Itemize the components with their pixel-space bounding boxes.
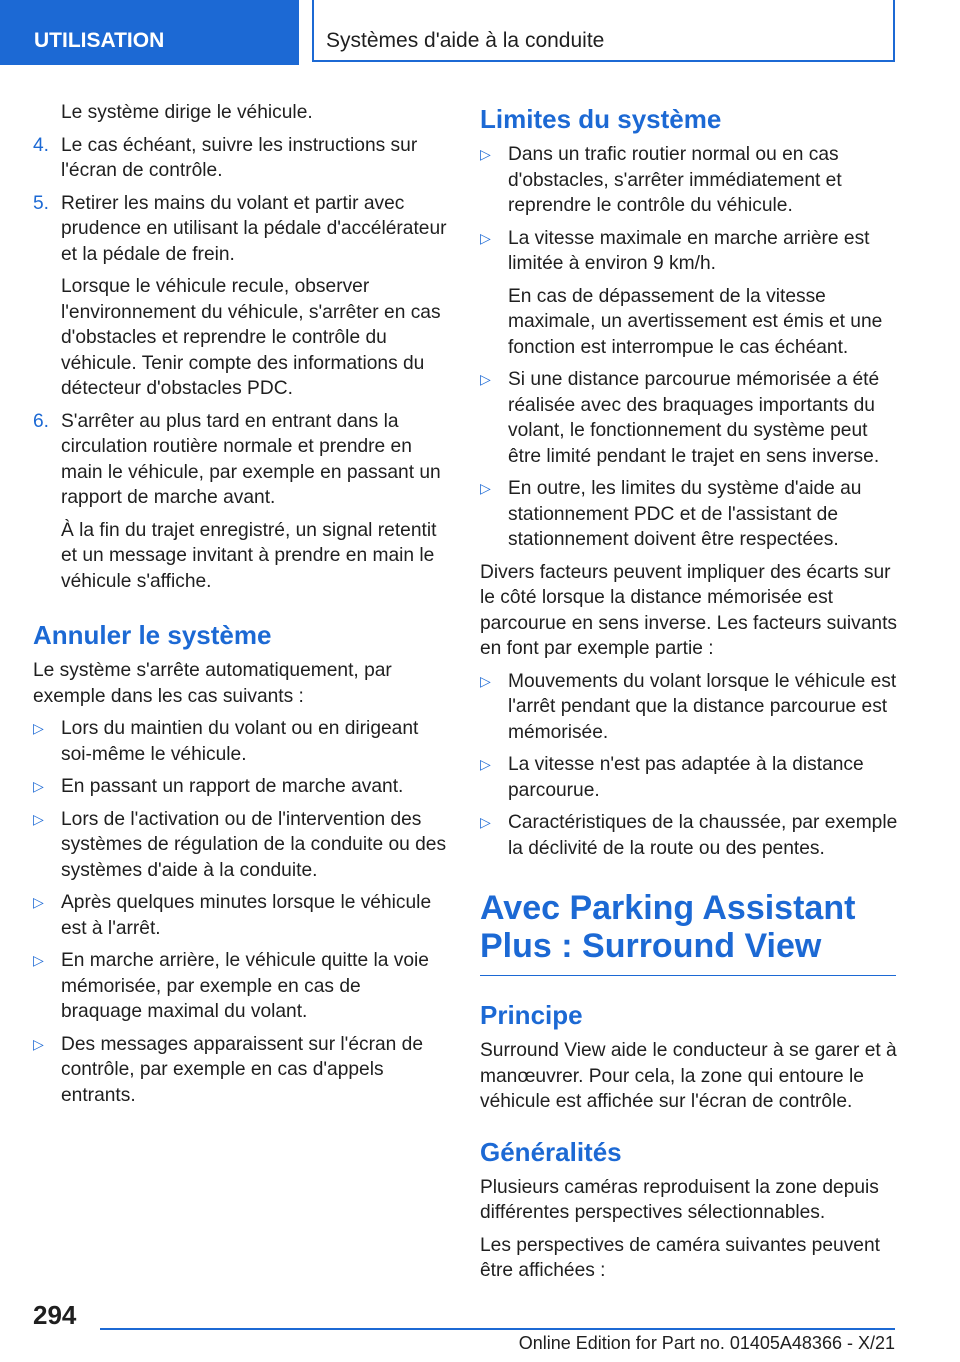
list-item-text: En cas de dépassement de la vitesse maximale, un avertissement est émis et une fonction est interrompue le cas échéant. [508,285,883,358]
step-number: 6. [33,410,50,432]
main-title-surround-view: Avec Parking Assistant Plus : Surround View [480,889,896,976]
triangle-bullet-icon: ▷ [33,778,44,794]
triangle-bullet-icon: ▷ [480,480,491,496]
general-text: Plusieurs caméras reproduisent la zone depuis différentes perspectives sélectionnables. [480,1176,879,1223]
principle-text: Surround View aide le conducteur à se garer et à manœuvrer. Pour cela, la zone qui entoure le véhicule est affichée sur l'écran de contrôle. [480,1040,897,1112]
section-title-general: Généralités [480,1136,622,1167]
header-section-label: UTILISATION [34,29,165,52]
step-text: Retirer les mains du volant et partir avec prudence en utilisant la pédale d'accélérateur et la pédale de frein. [61,192,447,265]
section-title-principle: Principe [480,1000,583,1030]
triangle-bullet-icon: ▷ [33,1035,44,1052]
list-item-text: Dans un trafic routier normal ou en cas d'obstacles, s'arrêter immédiatement et reprendre le contrôle du véhicule. [508,144,842,216]
general-text: Les perspectives de caméra suivantes peuvent être affichées : [480,1234,880,1281]
step-intro: Le système dirige le véhicule. [61,102,313,123]
step-item [33,191,447,402]
triangle-bullet-icon: ▷ [33,810,44,827]
left-column [33,100,447,1115]
step-number: 4. [33,134,50,156]
factors-intro: Divers facteurs peuvent impliquer des écarts sur le côté lorsque la distance mémorisée est parcourue en sens inverse. Les facteurs suivants en font par exemple partie : [480,561,898,659]
list-item [480,476,898,553]
triangle-bullet-icon: ▷ [480,229,491,246]
triangle-bullet-icon: ▷ [480,146,491,162]
list-item [480,810,898,861]
triangle-bullet-icon: ▷ [480,371,491,387]
list-item [33,1032,447,1109]
list-item-text: Des messages apparaissent sur l'écran de contrôle, par exemple en cas d'appels entrants. [61,1033,424,1106]
list-item-text: Caractéristiques de la chaussée, par exemple la déclivité de la route ou des pentes. [508,812,898,859]
section-title-cancel: Annuler le système [33,620,272,650]
step-text: Lorsque le véhicule recule, observer l'environnement du véhicule, s'arrêter en cas d'obstacles et reprendre le contrôle du véhicule. Tenir compte des informations du détecteur d'obstacles PDC. [61,276,441,399]
triangle-bullet-icon: ▷ [480,814,491,830]
list-item-text: La vitesse maximale en marche arrière est limitée à environ 9 km/h. [508,227,870,274]
right-column [480,100,898,1291]
list-item [480,669,898,746]
header-chapter-label: Systèmes d'aide à la conduite [326,29,605,52]
header-chapter-tab[interactable] [312,0,895,62]
list-item [33,774,447,800]
triangle-bullet-icon: ▷ [33,952,44,968]
list-item [480,367,898,469]
list-item-text: Après quelques minutes lorsque le véhicule est à l'arrêt. [61,892,432,939]
step-number: 5. [33,192,50,214]
list-item-text: La vitesse n'est pas adaptée à la distance parcourue. [508,754,864,801]
section-title-limits: Limites du système [480,104,722,134]
triangle-bullet-icon: ▷ [33,720,44,736]
list-item-text: Lors du maintien du volant ou en dirigeant soi-même le véhicule. [61,718,419,765]
list-item-text: Lors de l'activation ou de l'intervention des systèmes de régulation de la conduite ou des systèmes d'aide à la conduite. [61,808,447,881]
list-item [480,142,898,219]
step-text: S'arrêter au plus tard en entrant dans la circulation routière normale et prendre en main le véhicule, par exemple en passant un rapport de marche avant. [61,410,441,508]
list-item [33,890,447,941]
list-item-text: En outre, les limites du système d'aide au stationnement PDC et de l'assistant de stationnement doivent être respectées. [508,478,862,550]
step-text: Le cas échéant, suivre les instructions sur l'écran de contrôle. [61,134,418,181]
triangle-bullet-icon: ▷ [480,756,491,772]
triangle-bullet-icon: ▷ [480,672,491,689]
list-item [33,807,447,884]
step-text: À la fin du trajet enregistré, un signal retentit et un message invitant à prendre en main le véhicule s'affiche. [61,519,437,592]
footer-edition: Online Edition for Part no. 01405A48366 - X/21 [518,1333,895,1353]
step-item [33,133,447,184]
list-item-text: En marche arrière, le véhicule quitte la voie mémorisée, par exemple en cas de braquage maximal du volant. [61,950,429,1022]
cancel-intro: Le système s'arrête automatiquement, par exemple dans les cas suivants : [33,660,392,707]
list-item-text: Mouvements du volant lorsque le véhicule est l'arrêt pendant que la distance parcourue est mémorisée. [508,670,897,743]
triangle-bullet-icon: ▷ [33,894,44,910]
footer-divider [100,1328,895,1330]
list-item [480,226,898,361]
list-item [33,948,447,1025]
list-item-text: En passant un rapport de marche avant. [61,776,404,797]
header-section-tab[interactable] [0,0,299,65]
page-number: 294 [33,1300,77,1330]
step-item [33,409,447,595]
list-item-text: Si une distance parcourue mémorisée a été réalisée avec des braquages importants du volant, le fonctionnement du système peut être limité pendant le trajet en sens inverse. [508,369,880,467]
list-item [33,716,447,767]
list-item [480,752,898,803]
